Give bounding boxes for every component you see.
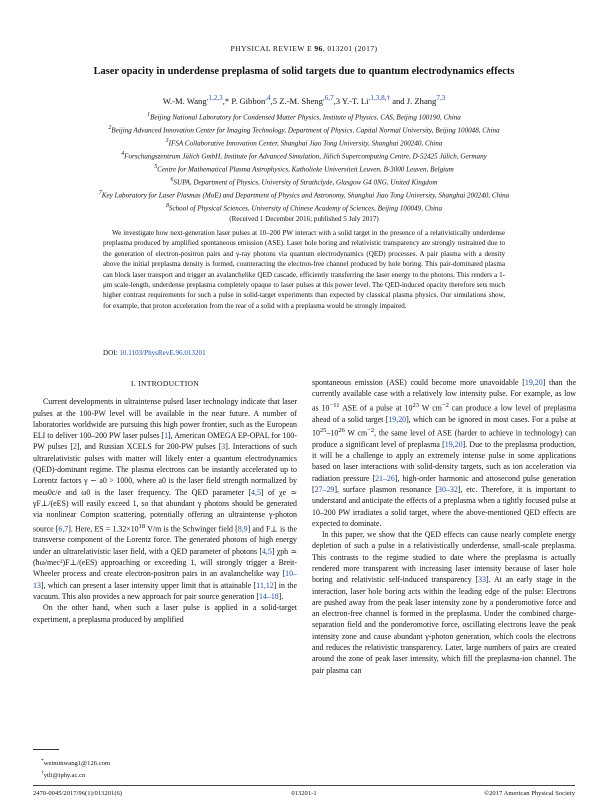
paragraph: In this paper, we show that the QED effects can cause nearly complete energy depletion of such a pulse in a relativistically underdense, small-scale preplasma. This contrasts to the regime studied to date where the preplasma is actually rendered more transparent with increasing laser intensity because of laser hole boring and relativistic self-induced transparency [33]. At an early stage in the interaction, laser hole boring acts within the leading edge of the pulse: Electrons are pushed away from the peak laser intensity zone by a ponderomotive force and an electron-free channel is formed in the preplasma. Under the combined charge-separation field and the ponderomotive force, oscillating electrons leave the peak intensity zone and cause abundant γ-photon generation, which cools the electrons and reduces the relativistic transparency. Later, large numbers of pairs are created around the zone of peak laser intensity, which fill the preplasma-ion channel. The pair plasma can <box>312 530 576 675</box>
doi-label: DOI: <box>103 349 118 357</box>
abstract: We investigate how next-generation laser pulses at 10–200 PW interact with a solid target in the presence of a relativistically underdense preplasma produced by amplified spontaneous emission (ASE). Laser hole boring and relativistic transparency are strongly restrained due to the generation of electron-positron pairs and γ-ray photons via quantum electrodynamics (QED) processes. A pair plasma with a density above the initial preplasma density is formed, counteracting the electron-free channel produced by hole boring. This pair-dominated plasma can block laser transport and trigger an avalanchelike QED cascade, efficiently transferring the laser energy to the photons. This renders a 1-μm scale-length, underdense preplasma completely opaque to laser pulses at this power level. The QED-induced opacity therefore sets much higher contrast requirements for such a pulse in solid-target experiments than expected by classical plasma physics. Our simulations show, for example, that proton acceleration from the rear of a solid with a preplasma would be strongly impaired. <box>103 229 505 310</box>
paragraph: On the other hand, when such a laser pulse is applied in a solid-target experiment, a preplasma produced by amplified <box>33 603 297 624</box>
affiliation-list: $^1$Beijing National Laboratory for Condensed Matter Physics, Institute of Physics, CAS, Beijing 100190, China $^2$Beijing Advanced Innovation Center for Imaging Technology, Department of Physics, Capital Normal University, Beijing 100048, China $^3$IFSA Collaborative Innovation Center, Shanghai Jiao Tong University, Shanghai 200240, China $^4$Forschungszentrum Jülich GmbH, Institute for Advanced Simulation, Jülich Supercomputing Centre, D-52425 Jülich, Germany $^5$Centre for Mathematical Plasma Astrophysics, Katholieke Universiteit Leuven, B-3000 Leuven, Belgium $^6$SUPA, Department of Physics, University of Strathclyde, Glasgow G4 0NG, United Kingdom $^7$Key Laboratory for Laser Plasmas (MoE) and Department of Physics and Astronomy, Shanghai Jiao Tong University, Shanghai 200240, China $^8$School of Physical Sciences, University of Chinese Academy of Sciences, Beijing 100049, China <box>98 112 510 213</box>
footnotes <box>33 757 110 780</box>
paragraph: spontaneous emission (ASE) could become more unavoidable [19,20] than the currently available case with a relatively low intensity pulse. For example, as low as $10^{-11}$ ASE of a pulse at $10^{23}$ W $cm^{-2}$ can produce a low level of preplasma ahead of a solid target [19,20], which can be ignored in most cases. For a pulse at $10^{25}-10^{26}$ W $cm^{-2}$, the same level of ASE (harder to achieve in technology) can produce a significant level of preplasma [19,20]. Due to the preplasma production, it will be a challenge to apply an extremely intense pulse in some applications based on laser interactions with solid-density targets, such as ion acceleration via radiation pressure [21–26], high-order harmonic and attosecond pulse generation [27–29], surface plasmon resonance [30–32], etc. Therefore, it is important to understand and anticipate the effects of a preplasma when a tightly focused pulse at 10–200 PW irradiates a solid target, where the above-mentioned QED effects are expected to dominate. <box>312 378 577 528</box>
paragraph: Current developments in ultraintense pulsed laser technology indicate that laser pulses at the 100-PW level will be available in the near future. A number of laboratories worldwide are pursuing this high power frontier, such as the European ELI to deliver 100–200 PW laser pulses [1], American OMEGA EP-OPAL for 100-PW pulses [2], and Russian XCELS for 200-PW pulses [3]. Interactions of such ultrarelativistic pulses with matter will likely enter a quantum electrodynamics (QED)-dominant regime. The plasma electrons can be instantly accelerated up to Lorentz factors γ ∼ a0 > 1000, where a0 is the laser field strength normalized by meω0c/e and ω0 is the laser frequency. The QED parameter [4,5] of χe ≃ γF⊥/(eES) will easily exceed 1, so that abundant γ photons should be generated via nonlinear Compton scattering, potentially offering an ultraintense γ-photon source [6,7]. Here, ES = $1.32\times 10^{18}$ V/m is the Schwinger field [8,9] and F⊥ is the transverse component of the Lorentz force. The generated photons of high energy under an ultrarelativistic laser field, with a QED parameter of photons [4,5] χph ≃ (ħω/mec²)F⊥/(eES) approaching or exceeding 1, will strongly trigger a Breit-Wheeler process and create electron-positron pairs in an avalanchelike way [10–13], which can present a laser intensity upper limit that is attainable [11,12] in the vacuum. This also provides a new approach for pair source generation [14–18]. <box>33 397 298 601</box>
doi-line <box>103 349 206 357</box>
footer-page-number: 013201-1 <box>291 790 317 797</box>
doi-link[interactable]: 10.1103/PhysRevE.96.013201 <box>119 349 206 357</box>
footnote-rule <box>33 749 59 750</box>
left-paragraphs <box>33 396 297 625</box>
right-paragraphs <box>312 377 576 676</box>
author-list: W.-M. Wang$^{,1,2,3}$,* P. Gibbon$^{,4}$,5 Z.-M. Sheng$^{,6,7}$,3 Y.-T. Li$^{,1,3,8,\dagger}$ and J. Zhang$^{7,3}$ <box>162 94 446 106</box>
footnote-email-2[interactable]: †ytli@iphy.ac.cn <box>41 769 86 779</box>
journal-header: PHYSICAL REVIEW E 96, 013201 (2017) <box>230 44 378 53</box>
footer-rule <box>33 785 575 786</box>
paper-title: Laser opacity in underdense preplasma of solid targets due to quantum electrodynamics effects <box>93 66 515 77</box>
left-column <box>33 378 297 625</box>
received-date: (Received 1 December 2016; published 5 July 2017) <box>229 214 379 223</box>
affiliations <box>30 110 578 224</box>
section-heading: I. INTRODUCTION <box>130 379 200 388</box>
right-column <box>312 377 576 676</box>
footer-copyright: ©2017 American Physical Society <box>484 790 575 797</box>
footnote-email-1[interactable]: *weiminwang1@126.com <box>41 758 111 768</box>
footer-issn: 2470-0045/2017/96(1)/013201(6) <box>33 790 123 797</box>
